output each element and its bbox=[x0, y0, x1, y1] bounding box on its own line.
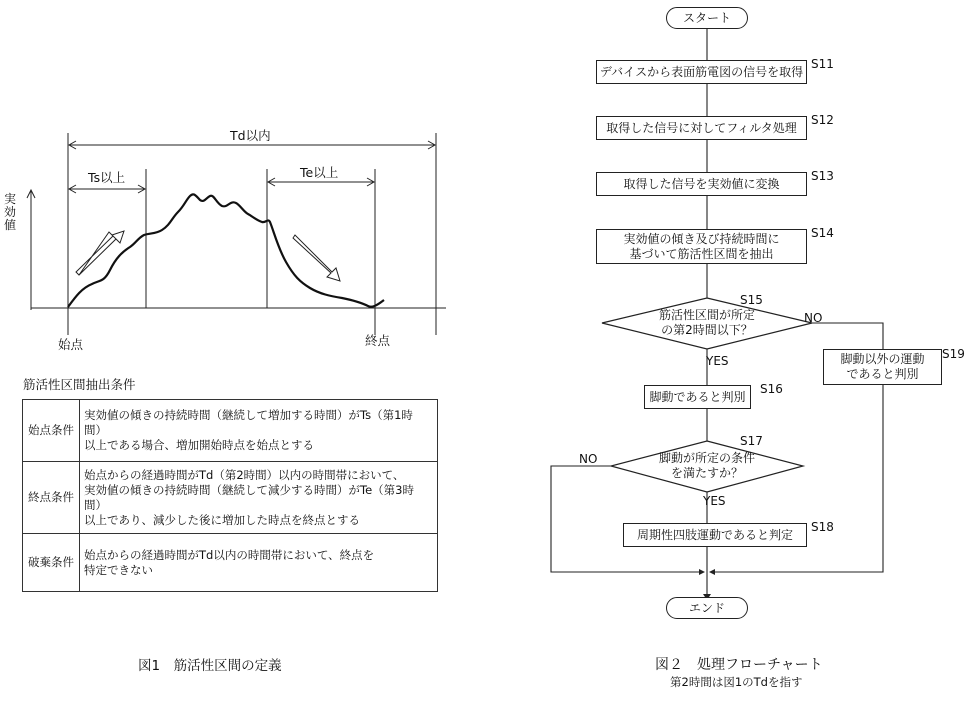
condition-text: 実効値の傾きの持続時間（継続して増加する時間）がTs（第1時間） 以上である場合、増加開始時点を始点とする bbox=[80, 400, 438, 462]
condition-name: 始点条件 bbox=[23, 400, 80, 462]
s15-no-label: NO bbox=[804, 311, 823, 325]
step-s11-box: デバイスから表面筋電図の信号を取得 bbox=[596, 60, 807, 84]
condition-name: 終点条件 bbox=[23, 462, 80, 534]
step-s16-id: S16 bbox=[760, 382, 783, 396]
fig2-subcaption: 第2時間は図1のTdを指す bbox=[670, 675, 803, 689]
decision-s15-text: 筋活性区間が所定 の第2時間以下？ bbox=[658, 308, 755, 337]
y-axis-label: 実 効 値 bbox=[4, 192, 17, 232]
s15-yes-label: YES bbox=[706, 354, 729, 368]
step-s14-box: 実効値の傾き及び持続時間に 基づいて筋活性区間を抽出 bbox=[596, 229, 807, 264]
te-label: Te以上 bbox=[300, 165, 339, 180]
step-s13-box: 取得した信号を実効値に変換 bbox=[596, 172, 807, 196]
condition-text: 始点からの経過時間がTd以内の時間帯において、終点を 特定できない bbox=[80, 534, 438, 592]
step-s12-box: 取得した信号に対してフィルタ処理 bbox=[596, 116, 807, 140]
step-s15-id: S15 bbox=[740, 293, 763, 307]
start-terminal: スタート bbox=[666, 7, 748, 29]
step-s13-id: S13 bbox=[811, 169, 834, 183]
s17-no-label: NO bbox=[579, 452, 598, 466]
s17-yes-label: YES bbox=[703, 494, 726, 508]
step-s19-id: S19 bbox=[942, 347, 965, 361]
step-s19-box: 脚動以外の運動 であると判別 bbox=[823, 349, 942, 385]
td-label: Td以内 bbox=[230, 128, 271, 143]
table-title: 筋活性区間抽出条件 bbox=[23, 377, 136, 392]
end-terminal: エンド bbox=[666, 597, 748, 619]
condition-text: 始点からの経過時間がTd（第2時間）以内の時間帯において、 実効値の傾きの持続時間（継続して減少する時間）がTe（第3時間） 以上であり、減少した後に増加した時点を終点とする bbox=[80, 462, 438, 534]
step-s16-box: 脚動であると判別 bbox=[644, 385, 751, 409]
decision-s17-text: 脚動が所定の条件 を満たすか？ bbox=[658, 451, 755, 480]
step-s12-id: S12 bbox=[811, 113, 834, 127]
ts-label: Ts以上 bbox=[88, 170, 126, 185]
step-s17-id: S17 bbox=[740, 434, 763, 448]
condition-name: 破棄条件 bbox=[23, 534, 80, 592]
fig1-caption: 図1 筋活性区間の定義 bbox=[138, 658, 282, 674]
step-s11-id: S11 bbox=[811, 57, 834, 71]
end-label: 終点 bbox=[365, 333, 391, 348]
fig2-caption: 図２ 処理フローチャート bbox=[655, 657, 823, 673]
step-s18-box: 周期性四肢運動であると判定 bbox=[623, 523, 807, 547]
step-s14-id: S14 bbox=[811, 226, 834, 240]
start-label: 始点 bbox=[58, 337, 84, 352]
step-s18-id: S18 bbox=[811, 520, 834, 534]
